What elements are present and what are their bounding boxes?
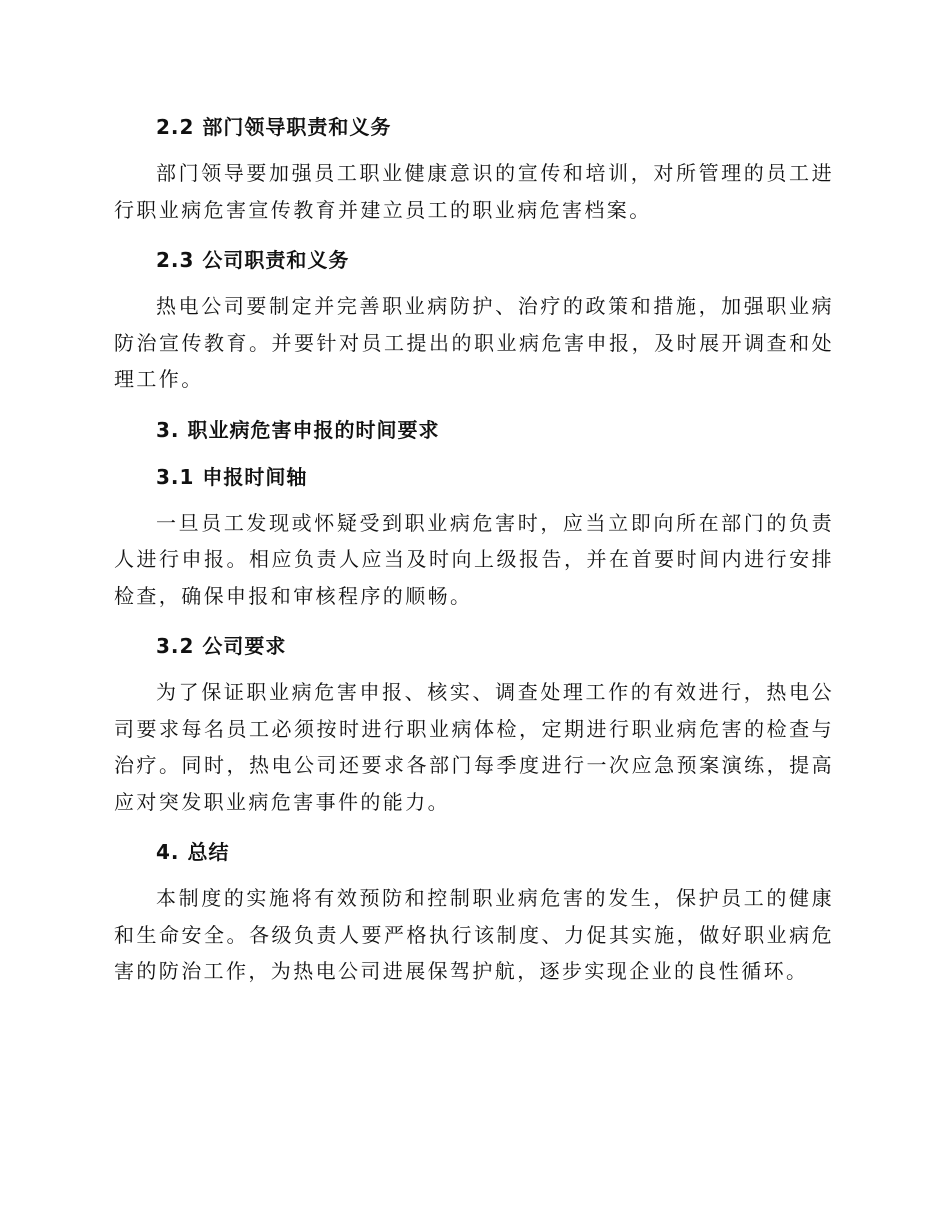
section-paragraph-2-2: 部门领导要加强员工职业健康意识的宣传和培训，对所管理的员工进行职业病危害宣传教育并建立员工的职业病危害档案。 [114, 161, 834, 222]
section-heading-2-2: 2.2 部门领导职责和义务 [156, 115, 392, 139]
section-heading-3: 3. 职业病危害申报的时间要求 [156, 417, 440, 442]
section-heading-3-1: 3.1 申报时间轴 [156, 464, 308, 489]
document-body [114, 108, 834, 990]
section-heading-3-2: 3.2 公司要求 [156, 634, 287, 658]
section-paragraph-2-3: 热电公司要制定并完善职业病防护、治疗的政策和措施，加强职业病防治宣传教育。并要针对员工提出的职业病危害申报，及时展开调查和处理工作。 [114, 294, 834, 391]
section-heading-2-3: 2.3 公司职责和义务 [156, 248, 350, 272]
section-paragraph-3-2: 为了保证职业病危害申报、核实、调查处理工作的有效进行，热电公司要求每名员工必须按时进行职业病体检，定期进行职业病危害的检查与治疗。同时，热电公司还要求各部门每季度进行一次应急预案演练，提高应对突发职业病危害事件的能力。 [114, 680, 834, 814]
section-paragraph-3-1: 一旦员工发现或怀疑受到职业病危害时，应当立即向所在部门的负责人进行申报。相应负责人应当及时向上级报告，并在首要时间内进行安排检查，确保申报和审核程序的顺畅。 [114, 510, 834, 608]
section-paragraph-4: 本制度的实施将有效预防和控制职业病危害的发生，保护员工的健康和生命安全。各级负责人要严格执行该制度、力促其实施，做好职业病危害的防治工作，为热电公司进展保驾护航，逐步实现企业的良性循环。 [114, 886, 834, 983]
section-heading-4: 4. 总结 [156, 840, 230, 864]
